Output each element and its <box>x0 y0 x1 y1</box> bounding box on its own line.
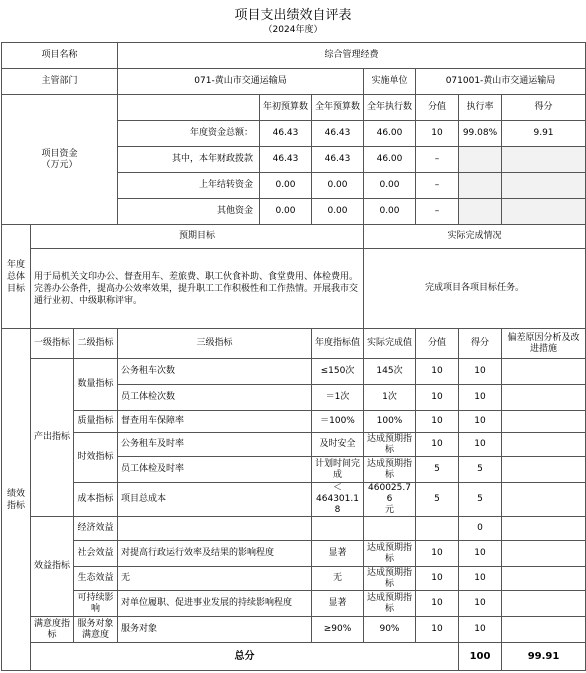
score-value: 10 <box>416 541 459 567</box>
funds-score-value: – <box>416 173 459 199</box>
header-target: 年度指标值 <box>312 329 364 359</box>
score-value: 10 <box>416 591 459 617</box>
funds-executed: 46.00 <box>364 121 416 147</box>
target-value: 显著 <box>312 591 364 617</box>
header-deviation: 偏差原因分析及改进措施 <box>502 329 586 359</box>
actual-result-header: 实际完成情况 <box>364 225 586 249</box>
score: 0 <box>459 517 502 541</box>
funds-annual: 0.00 <box>312 173 364 199</box>
actual-value: 1次 <box>364 385 416 411</box>
department-label: 主管部门 <box>2 69 118 95</box>
score-value: 10 <box>416 567 459 591</box>
funds-score-value: 10 <box>416 121 459 147</box>
score: 5 <box>459 457 502 483</box>
deviation-note <box>502 457 586 483</box>
actual-value <box>364 517 416 541</box>
level3-label: 公务租车次数 <box>118 359 312 385</box>
target-value: 显著 <box>312 541 364 567</box>
funds-header-initial: 年初预算数 <box>260 95 312 121</box>
score: 10 <box>459 411 502 433</box>
target-value <box>312 517 364 541</box>
indicator-row <box>2 359 586 385</box>
level2-social: 社会效益 <box>74 541 118 567</box>
funds-score <box>502 147 586 173</box>
indicator-row <box>2 541 586 567</box>
score-value: 10 <box>416 385 459 411</box>
actual-value: 145次 <box>364 359 416 385</box>
funds-executed: 46.00 <box>364 147 416 173</box>
score: 10 <box>459 617 502 643</box>
header-score: 得分 <box>459 329 502 359</box>
target-value: 无 <box>312 567 364 591</box>
level3-label: 对提高行政运行效率及结果的影响程度 <box>118 541 312 567</box>
page-title: 项目支出绩效自评表 <box>234 8 352 23</box>
deviation-note <box>502 591 586 617</box>
funds-score-value: – <box>416 199 459 225</box>
target-value: ＝100% <box>312 411 364 433</box>
deviation-note <box>502 411 586 433</box>
funds-header-blank <box>118 95 260 121</box>
target-value: ＜ 464301.18 <box>312 483 364 517</box>
funds-header-annual: 全年预算数 <box>312 95 364 121</box>
funds-initial: 0.00 <box>260 173 312 199</box>
actual-result-text: 完成项目各项目标任务。 <box>364 249 586 329</box>
funds-rate <box>459 147 502 173</box>
level2-ecological: 生态效益 <box>74 567 118 591</box>
deviation-note <box>502 517 586 541</box>
level3-label: 无 <box>118 567 312 591</box>
indicators-section-label: 绩效指标 <box>2 329 31 671</box>
deviation-note <box>502 433 586 457</box>
score-value: 10 <box>416 411 459 433</box>
target-value: ≥90% <box>312 617 364 643</box>
unit-label: 实施单位 <box>364 69 416 95</box>
level2-quality: 质量指标 <box>74 411 118 433</box>
score-value: 5 <box>416 457 459 483</box>
funds-rate: 99.08% <box>459 121 502 147</box>
funds-header-executed: 全年执行数 <box>364 95 416 121</box>
funds-annual: 0.00 <box>312 199 364 225</box>
unit-value: 071001-黄山市交通运输局 <box>416 69 586 95</box>
level3-label <box>118 517 312 541</box>
funds-executed: 0.00 <box>364 199 416 225</box>
actual-value: 达成预期指标 <box>364 457 416 483</box>
score-value: 10 <box>416 617 459 643</box>
level3-label: 服务对象 <box>118 617 312 643</box>
indicator-row <box>2 617 586 643</box>
indicator-row <box>2 433 586 457</box>
score: 10 <box>459 541 502 567</box>
deviation-note <box>502 617 586 643</box>
score: 10 <box>459 385 502 411</box>
header-level3: 三级指标 <box>118 329 312 359</box>
level3-label: 项目总成本 <box>118 483 312 517</box>
goals-section-label: 年度总体目标 <box>2 225 31 329</box>
total-score: 99.91 <box>502 643 586 671</box>
score: 10 <box>459 433 502 457</box>
funds-initial: 46.43 <box>260 147 312 173</box>
actual-value: 达成预期指标 <box>364 433 416 457</box>
level3-label: 督查用车保障率 <box>118 411 312 433</box>
level2-cost: 成本指标 <box>74 483 118 517</box>
department-value: 071-黄山市交通运输局 <box>118 69 364 95</box>
deviation-note <box>502 359 586 385</box>
funds-score-value: – <box>416 147 459 173</box>
level3-label: 员工体检及时率 <box>118 457 312 483</box>
indicator-row <box>2 591 586 617</box>
level2-service-satisfaction: 服务对象满意度 <box>74 617 118 643</box>
actual-value: 90% <box>364 617 416 643</box>
score-value: 5 <box>416 483 459 517</box>
actual-value: 100% <box>364 411 416 433</box>
indicator-row <box>2 567 586 591</box>
score-value <box>416 517 459 541</box>
funds-row-label: 年度资金总额： <box>118 121 260 147</box>
funds-annual: 46.43 <box>312 147 364 173</box>
level3-label: 员工体检次数 <box>118 385 312 411</box>
deviation-note <box>502 567 586 591</box>
indicator-row <box>2 517 586 541</box>
target-value: 及时安全 <box>312 433 364 457</box>
actual-value: 达成预期指标 <box>364 591 416 617</box>
level3-label: 公务租车及时率 <box>118 433 312 457</box>
funds-score <box>502 173 586 199</box>
score: 10 <box>459 591 502 617</box>
funds-header-score: 得分 <box>502 95 586 121</box>
score: 5 <box>459 483 502 517</box>
expected-goal-header: 预期目标 <box>31 225 364 249</box>
actual-value: 460025.76 元 <box>364 483 416 517</box>
target-value: ＝1次 <box>312 385 364 411</box>
score: 10 <box>459 359 502 385</box>
target-value: ≤150次 <box>312 359 364 385</box>
funds-label: 项目资金 （万元） <box>2 95 118 225</box>
funds-header-rate: 执行率 <box>459 95 502 121</box>
funds-annual: 46.43 <box>312 121 364 147</box>
expected-goal-text: 用于局机关文印办公、督查用车、差旅费、职工伙食补助、食堂费用、体检费用。完善办公条件，提高办公效率效果，提升职工工作积极性和工作热情。开展我市交通行业初、中级职称评审。 <box>31 249 364 329</box>
funds-executed: 0.00 <box>364 173 416 199</box>
funds-row-label: 上年结转资金 <box>118 173 260 199</box>
indicator-row <box>2 483 586 517</box>
indicator-row <box>2 411 586 433</box>
performance-table <box>1 42 586 671</box>
header-level2: 二级指标 <box>74 329 118 359</box>
funds-score <box>502 199 586 225</box>
deviation-note <box>502 483 586 517</box>
level2-sustainable: 可持续影响 <box>74 591 118 617</box>
funds-initial: 0.00 <box>260 199 312 225</box>
level2-quantity: 数量指标 <box>74 359 118 411</box>
total-label: 总分 <box>31 643 459 671</box>
deviation-note <box>502 385 586 411</box>
total-value: 100 <box>459 643 502 671</box>
level2-economic: 经济效益 <box>74 517 118 541</box>
level1-satisfaction: 满意度指标 <box>31 617 74 643</box>
funds-header-value: 分值 <box>416 95 459 121</box>
score-value: 10 <box>416 433 459 457</box>
score: 10 <box>459 567 502 591</box>
level1-benefit: 效益指标 <box>31 517 74 617</box>
actual-value: 达成预期指标 <box>364 541 416 567</box>
deviation-note <box>502 541 586 567</box>
funds-score: 9.91 <box>502 121 586 147</box>
funds-row-label: 其中，本年财政拨款 <box>118 147 260 173</box>
actual-value: 达成预期指标 <box>364 567 416 591</box>
level3-label: 对单位履职、促进事业发展的持续影响程度 <box>118 591 312 617</box>
report-year: （2024年度） <box>263 25 323 35</box>
score-value: 10 <box>416 359 459 385</box>
header-level1: 一级指标 <box>31 329 74 359</box>
header-value: 分值 <box>416 329 459 359</box>
level2-timeliness: 时效指标 <box>74 433 118 483</box>
funds-rate <box>459 199 502 225</box>
funds-initial: 46.43 <box>260 121 312 147</box>
target-value: 计划时间完成 <box>312 457 364 483</box>
funds-rate <box>459 173 502 199</box>
header-actual: 实际完成值 <box>364 329 416 359</box>
project-name-value: 综合管理经费 <box>118 43 586 69</box>
project-name-label: 项目名称 <box>2 43 118 69</box>
level1-output: 产出指标 <box>31 359 74 517</box>
funds-row-label: 其他资金 <box>118 199 260 225</box>
